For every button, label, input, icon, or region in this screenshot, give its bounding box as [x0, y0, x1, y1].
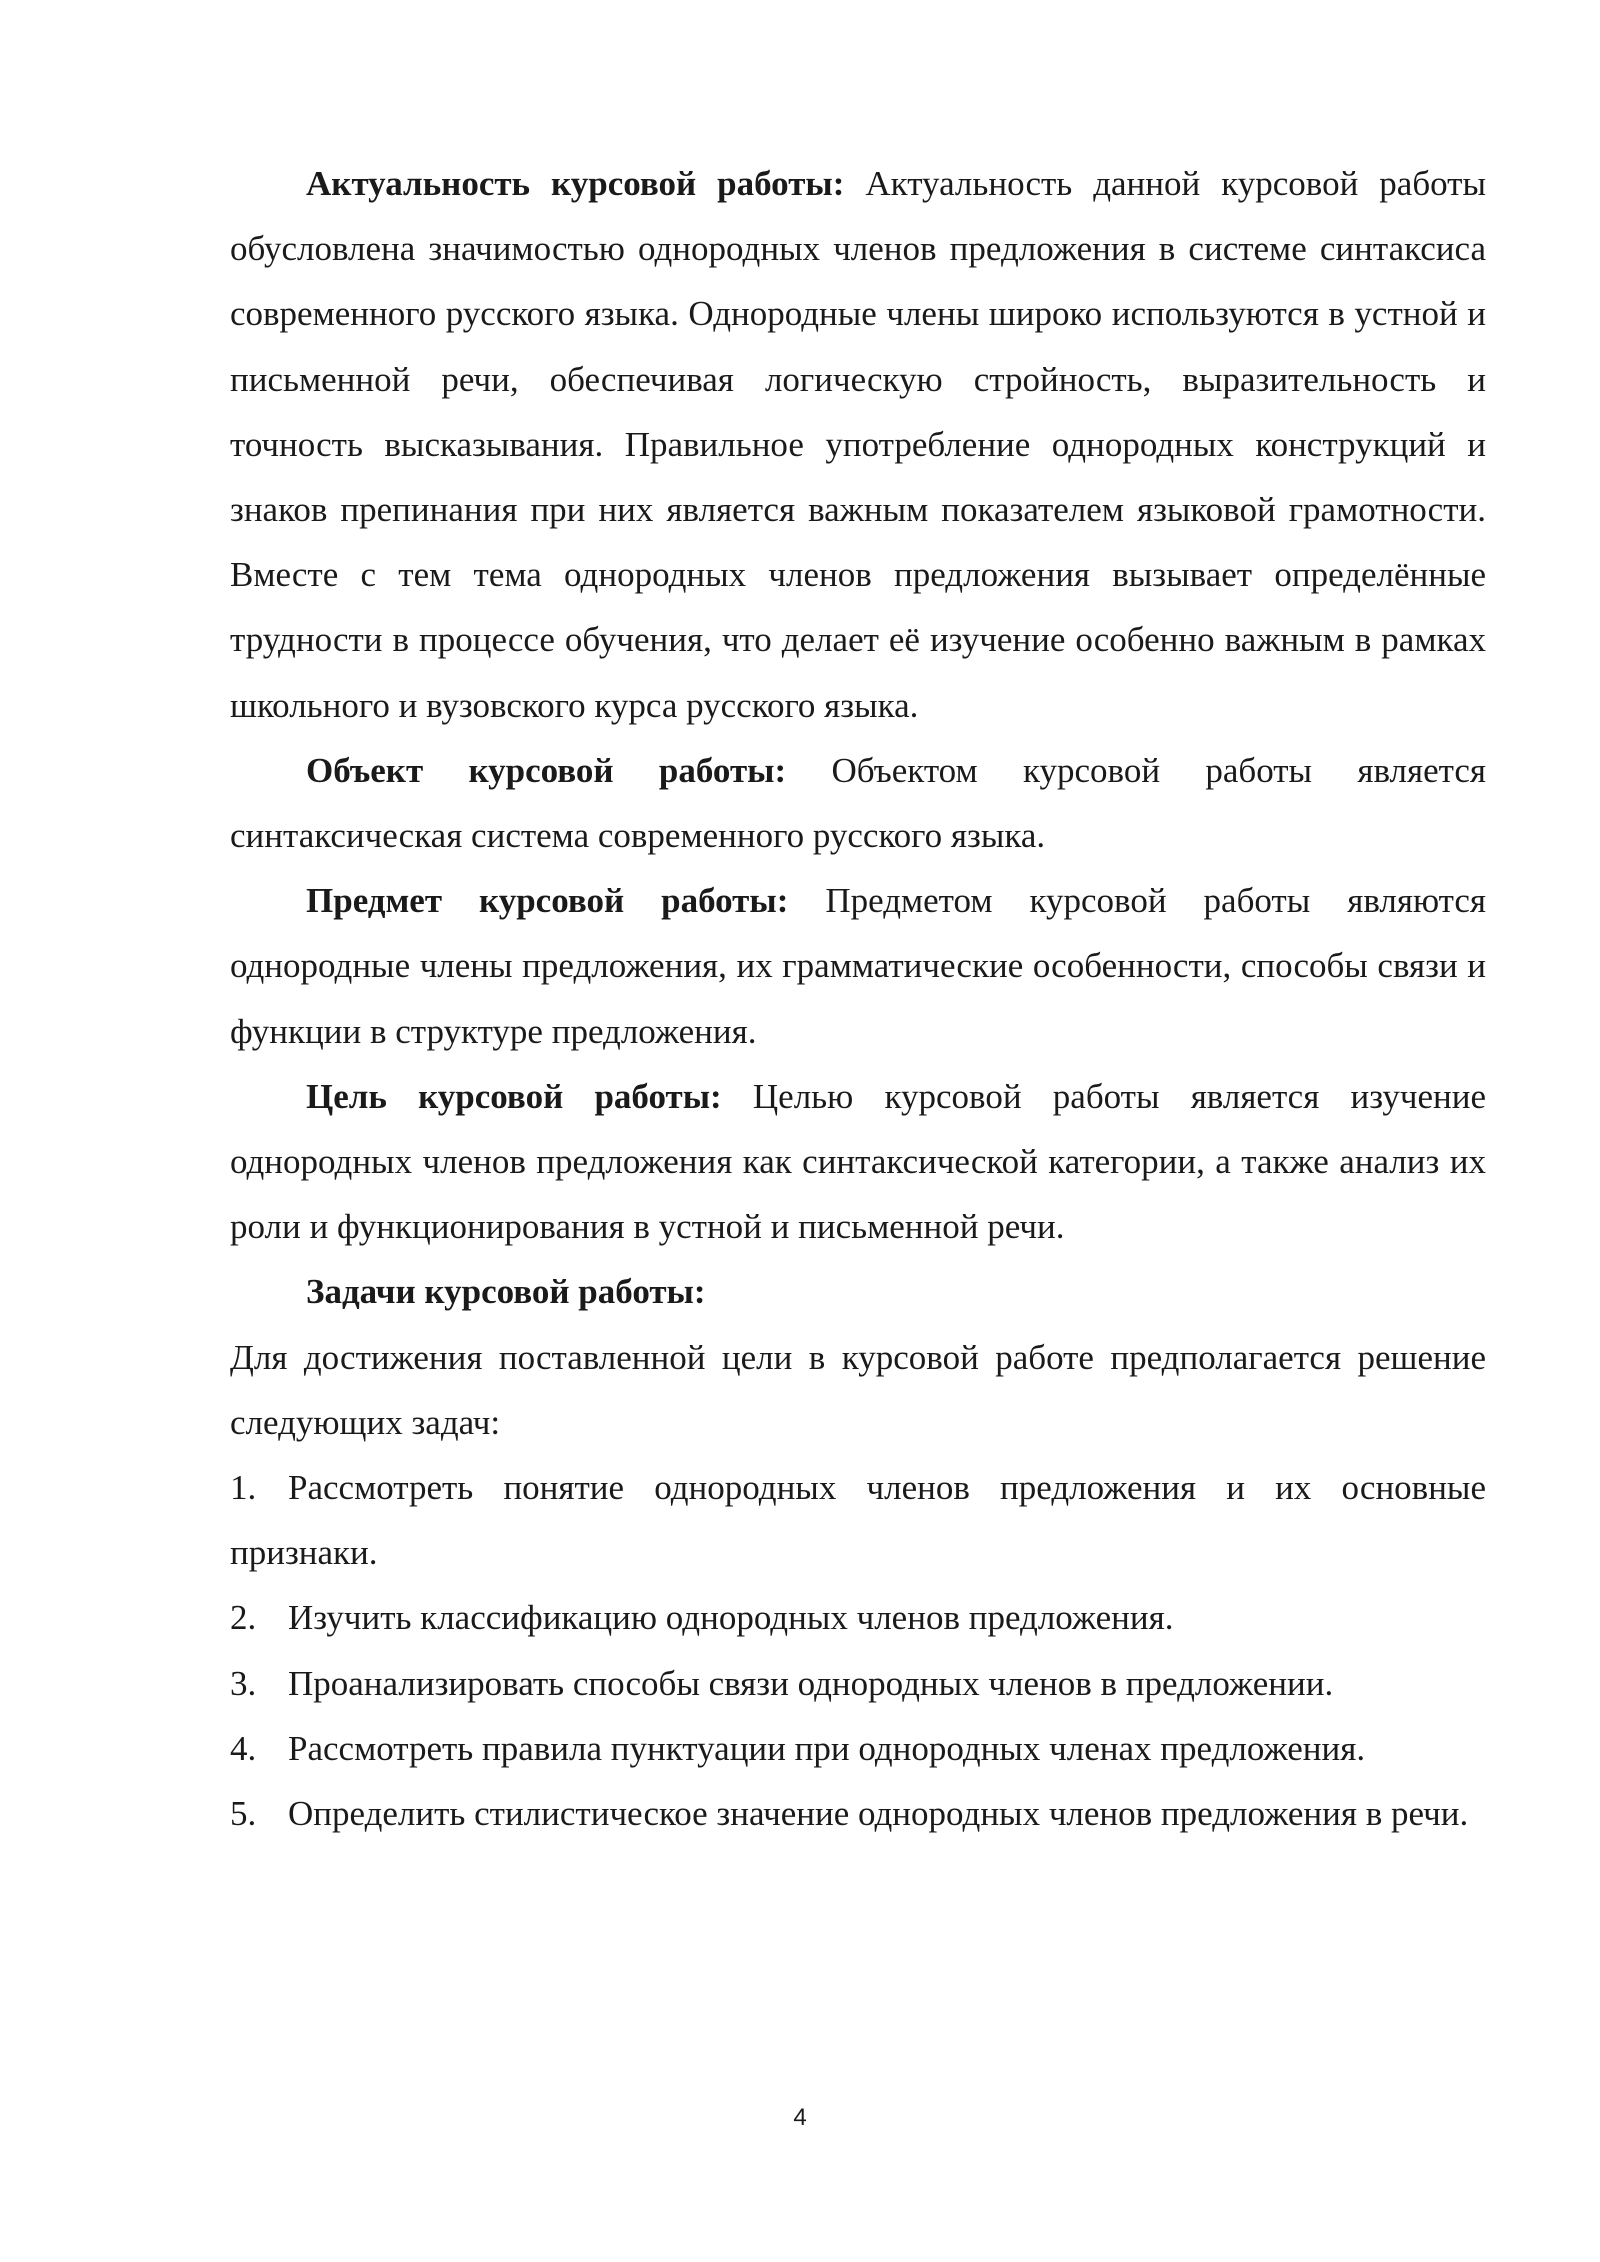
- task-item: [230, 1455, 1486, 1585]
- object-label: Объект курсовой работы:: [306, 750, 787, 790]
- task-item: [230, 1716, 1486, 1781]
- subject-text: Предметом курсовой работы являются однородные члены предложения, их грамматические особенности, способы связи и функции в структуре предложения.: [230, 881, 1486, 1051]
- relevance-label: Актуальность курсовой работы:: [306, 164, 845, 203]
- task-item: [230, 1585, 1486, 1650]
- task-number: 5.: [230, 1794, 257, 1834]
- relevance-text: Актуальность данной курсовой работы обусловлена значимостью однородных членов предложения в системе синтаксиса современного русского языка. Однородные члены широко используются в устной и письменной речи, обеспечивая логическую стройность, выразительность и точность высказывания. Правильное употребление однородных конструкций и знаков препинания при них является важным показателем языковой грамотности. Вместе с тем тема однородных членов предложения вызывает определённые трудности в процессе обучения, что делает её изучение особенно важным в рамках школьного и вузовского курса русского языка.: [230, 164, 1486, 725]
- task-number: 4.: [230, 1728, 257, 1768]
- task-text: Рассмотреть правила пунктуации при однородных членах предложения.: [288, 1728, 1366, 1768]
- task-text: Рассмотреть понятие однородных членов предложения и их основные признаки.: [230, 1468, 1486, 1573]
- task-text: Изучить классификацию однородных членов предложения.: [288, 1598, 1174, 1638]
- page-body: [230, 151, 1486, 1846]
- goal-text: Целью курсовой работы является изучение однородных членов предложения как синтаксической категории, а также анализ их роли и функционирования в устной и письменной речи.: [230, 1076, 1486, 1247]
- goal-paragraph: [230, 1064, 1486, 1260]
- subject-label: Предмет курсовой работы:: [306, 881, 789, 921]
- task-text: Определить стилистическое значение однородных членов предложения в речи.: [288, 1794, 1469, 1834]
- object-text: Объектом курсовой работы является синтаксическая система современного русского языка.: [230, 750, 1486, 856]
- task-item: [230, 1651, 1486, 1716]
- task-number: 3.: [230, 1663, 257, 1703]
- subject-paragraph: [230, 868, 1486, 1064]
- tasks-label: Задачи курсовой работы:: [306, 1272, 706, 1312]
- tasks-intro: Для достижения поставленной цели в курсовой работе предполагается решение следующих задач:: [230, 1337, 1486, 1442]
- page-number: 4: [793, 2104, 807, 2131]
- task-number: 2.: [230, 1598, 257, 1638]
- goal-label: Цель курсовой работы:: [306, 1076, 722, 1116]
- task-item: [230, 1781, 1486, 1846]
- task-number: 1.: [230, 1468, 257, 1508]
- object-paragraph: [230, 738, 1486, 868]
- tasks-heading: [230, 1259, 1486, 1324]
- task-text: Проанализировать способы связи однородных членов в предложении.: [288, 1663, 1334, 1703]
- relevance-paragraph: [230, 151, 1486, 738]
